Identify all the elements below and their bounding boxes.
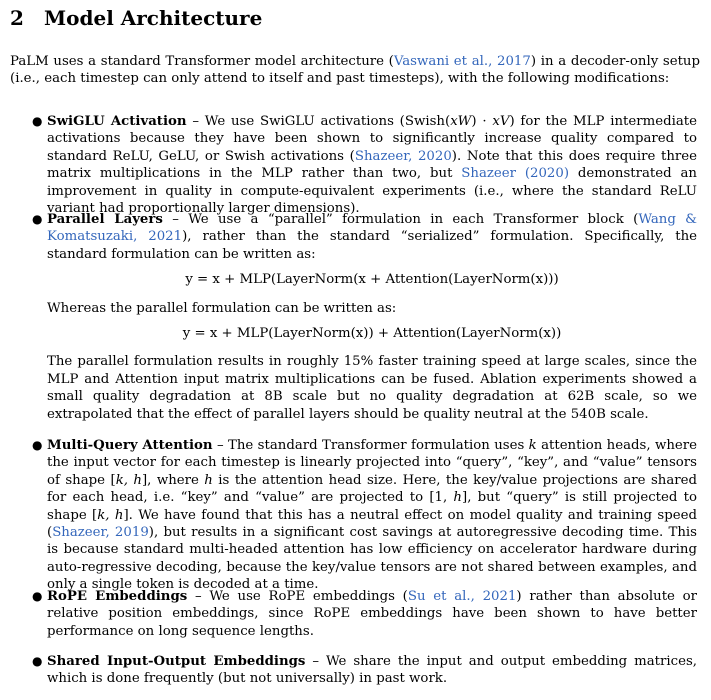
bullet-icon: ● (32, 589, 43, 603)
item-title: RoPE Embeddings (47, 589, 188, 604)
math: xV (492, 114, 510, 129)
text: ), rather than the standard “serialized” formulation. Specifically, the standard formulation can be written as: (47, 229, 698, 262)
list-item-rope (32, 588, 697, 640)
text: ]. We have found that this has a neutral effect on model quality and training speed ( (47, 507, 697, 541)
citation-link[interactable]: Shazeer, 2020 (354, 148, 452, 164)
citation-link[interactable]: Shazeer, 2019 (52, 525, 149, 541)
text: ) rather than absolute or relative position embeddings, since RoPE embeddings have been shown to have better performance on long sequence lengths. (47, 589, 697, 639)
citation-link[interactable]: Wang & Komatsuzaki, 2021 (47, 212, 697, 245)
text: ), but results in a significant cost savings at autoregressive decoding time. This is because standard multi-headed attention has low efficiency on accelerator hardware during auto-regressive decoding, because the key/value tensors are not shared between examples, and only a single token is decoded at a time. (47, 525, 697, 593)
text: Whereas the parallel formulation can be written as: (47, 300, 397, 316)
math: xW (450, 114, 472, 129)
bullet-icon: ● (32, 212, 43, 226)
list-item-swiglu (32, 113, 697, 217)
text: ). Note that this does require three matrix multiplications in the MLP rather than two, but (47, 148, 697, 182)
math: k (528, 438, 537, 453)
text: demonstrated an improvement in quality in compute-equivalent experiments (i.e., where the standard ReLU variant had proportionally larger dimensions). (47, 166, 697, 217)
citation-link[interactable]: Shazeer (2020) (461, 166, 570, 182)
citation-link[interactable]: Vaswani et al., 2017 (393, 54, 531, 69)
item-title: Shared Input-Output Embeddings (47, 654, 306, 669)
item-title: Multi-Query Attention (47, 438, 213, 453)
math: k, h (97, 507, 124, 523)
text: – We share the input and output embedding matrices, which is done frequently (but not universally) in past work. (47, 654, 697, 687)
text: ) for the MLP intermediate activations because they have been shown to significantly increase quality compared to standard ReLU, GeLU, or Swish activations ( (47, 114, 697, 164)
list-item-mqa (32, 437, 697, 594)
text: is the attention head size. Here, the key/value projections are shared for each head, i.e. “key” and “value” are projected to [1, (47, 472, 697, 506)
text: – We use a “parallel” formulation in each Transformer block ( (162, 212, 639, 227)
math: h (453, 490, 462, 506)
item-title: Parallel Layers (47, 212, 163, 227)
text: ], where (141, 472, 205, 488)
item-title: SwiGLU Activation (47, 114, 187, 129)
intro-paragraph (10, 53, 700, 88)
bullet-icon: ● (32, 114, 43, 128)
bullet-icon: ● (32, 438, 43, 452)
math: k, h (115, 472, 142, 488)
section-number: 2 (10, 6, 24, 30)
math: h (204, 472, 213, 488)
text: ) · (471, 114, 493, 129)
citation-link[interactable]: Su et al., 2021 (407, 589, 517, 604)
text: – We use SwiGLU activations (Swish( (186, 114, 451, 129)
text: attention heads, where the input vector for each timestep is linearly projected into “query”, “key”, and “value” tensors of shape [ (47, 438, 697, 488)
equation-parallel: y = x + MLP(LayerNorm(x)) + Attention(LayerNorm(x)) (182, 326, 562, 342)
section-title: Model Architecture (44, 6, 263, 30)
text: The parallel formulation results in roughly 15% faster training speed at large scales, since the MLP and Attention input matrix multiplications can be fused. Ablation experiments showed a small quality degradation at 8B scale but no quality degradation at 62B scale, so we extrapolated that the effect of parallel layers should be quality neutral at the 540B scale. (47, 354, 697, 422)
text: – The standard Transformer formulation uses (212, 438, 529, 453)
section-heading (10, 6, 262, 30)
text: – We use RoPE embeddings ( (187, 589, 408, 604)
text: ) in a decoder-only setup (i.e., each timestep can only attend to itself and past timesteps), with the following modifications: (10, 54, 701, 87)
text: PaLM uses a standard Transformer model architecture ( (10, 54, 394, 69)
list-item-parallel (32, 211, 698, 423)
text: ], but “query” is still projected to shape [ (47, 490, 697, 523)
list-item-shared-embeddings (32, 653, 697, 688)
bullet-icon: ● (32, 654, 43, 668)
equation-serial: y = x + MLP(LayerNorm(x + Attention(LayerNorm(x))) (185, 272, 559, 288)
